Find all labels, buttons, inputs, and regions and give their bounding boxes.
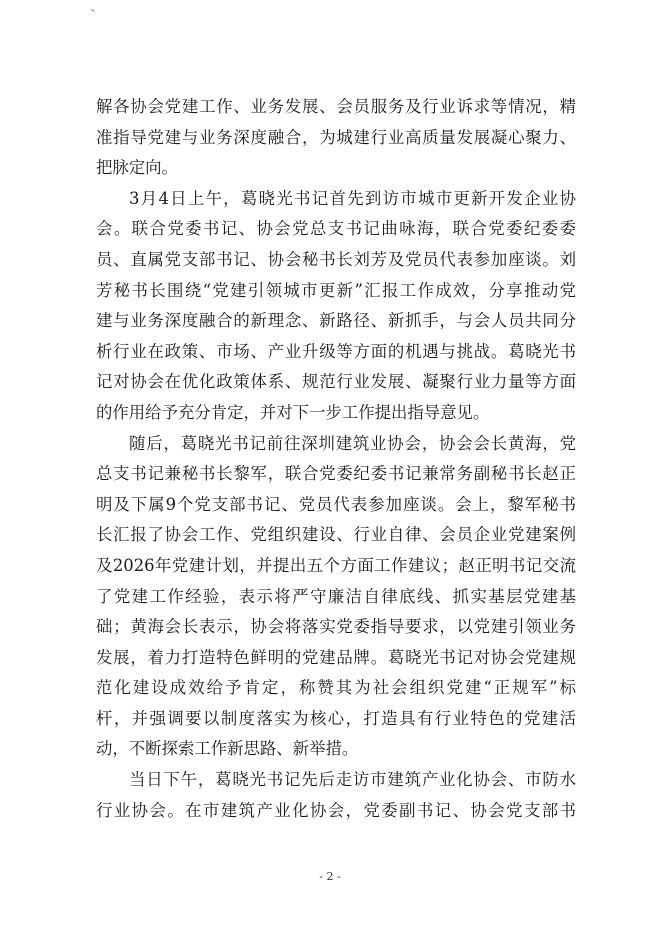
text-line: 会。联合党委书记、协会党总支书记曲咏海，联合党委纪委委: [96, 219, 576, 239]
page-number: - 2 -: [319, 870, 341, 883]
text-line: 明及下属9个党支部书记、党员代表参加座谈。会上，黎军秘书: [96, 494, 576, 514]
text-line: 析行业在政策、市场、产业升级等方面的机遇与挑战。葛晓光书: [96, 341, 576, 361]
text-line: 总支书记兼秘书长黎军，联合党委纪委书记兼常务副秘书长赵正: [96, 464, 576, 484]
text-line: 动，不断探索工作新思路、新举措。: [96, 739, 359, 759]
text-line: 记对协会在优化政策体系、规范行业发展、凝聚行业力量等方面: [96, 372, 576, 392]
text-line: 建与业务深度融合的新理念、新路径、新抓手，与会人员共同分: [96, 311, 576, 331]
text-line: 了党建工作经验，表示将严守廉洁自律底线、抓实基层党建基: [96, 586, 576, 606]
text-line: 把脉定向。: [96, 158, 178, 178]
text-line: 发展，着力打造特色鲜明的党建品牌。葛晓光书记对协会党建规: [96, 647, 576, 667]
text-line: 杆，并强调要以制度落实为核心，打造具有行业特色的党建活: [96, 708, 576, 728]
text-line: 3月4日上午，葛晓光书记首先到访市城市更新开发企业协: [129, 188, 576, 208]
text-line: 员、直属党支部书记、协会秘书长刘芳及党员代表参加座谈。刘: [96, 249, 576, 269]
text-line: 解各协会党建工作、业务发展、会员服务及行业诉求等情况，精: [96, 97, 576, 116]
text-line: 及2026年党建计划，并提出五个方面工作建议；赵正明书记交流: [96, 555, 576, 575]
text-line: 行业协会。在市建筑产业化协会，党委副书记、协会党支部书: [96, 800, 576, 820]
text-line: 当日下午，葛晓光书记先后走访市建筑产业化协会、市防水: [129, 770, 576, 790]
text-line: 的作用给予充分肯定，并对下一步工作提出指导意见。: [96, 402, 490, 422]
text-line: 范化建设成效给予肯定，称赞其为社会组织党建“正规军”标: [96, 678, 576, 698]
body-text: [96, 92, 576, 826]
text-line: 随后，葛晓光书记前往深圳建筑业协会，协会会长黄海，党: [129, 433, 576, 453]
text-line: 芳秘书长围绕“党建引领城市更新”汇报工作成效，分享推动党: [96, 280, 576, 300]
text-line: 础；黄海会长表示，协会将落实党委指导要求，以党建引领业务: [96, 617, 576, 637]
corner-mark: 、: [91, 3, 101, 14]
text-line: 准指导党建与业务深度融合，为城建行业高质量发展凝心聚力、: [96, 127, 576, 147]
text-line: 长汇报了协会工作、党组织建设、行业自律、会员企业党建案例: [96, 525, 576, 545]
